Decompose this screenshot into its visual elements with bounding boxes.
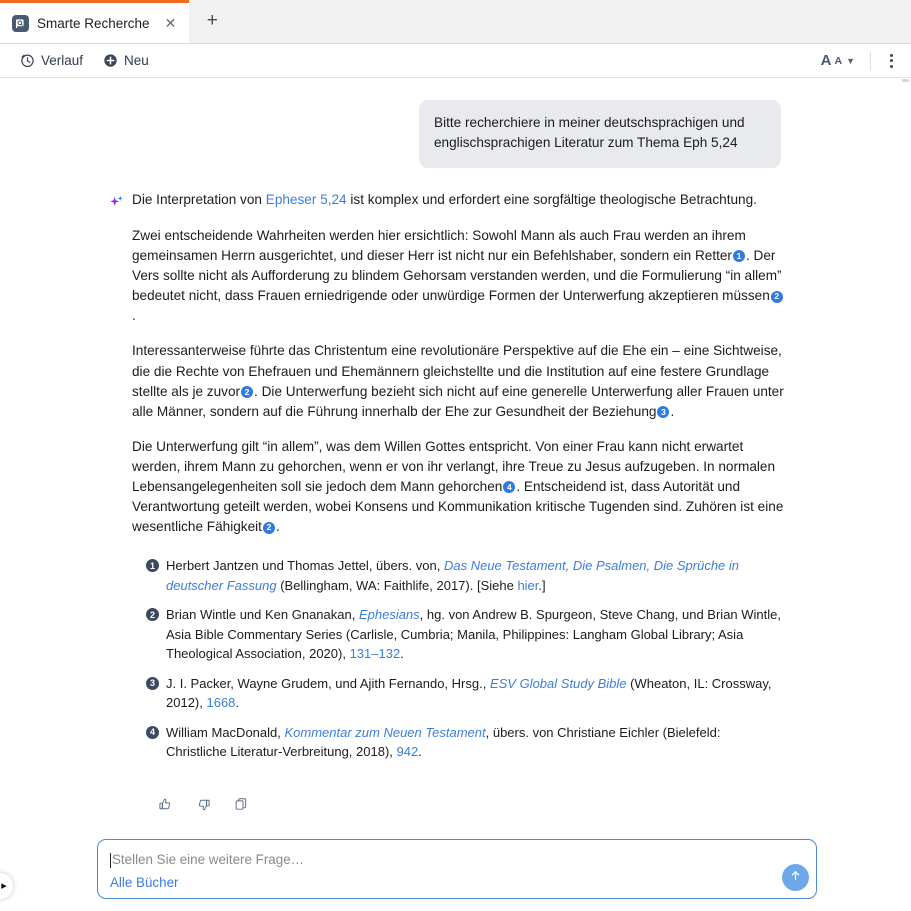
kebab-menu-icon[interactable] xyxy=(879,48,903,74)
logos-search-icon xyxy=(12,15,29,32)
citation-title-link[interactable]: Kommentar zum Neuen Testament xyxy=(284,724,486,740)
send-button[interactable] xyxy=(782,864,809,891)
assistant-paragraphs xyxy=(132,190,784,538)
text-run: , übers. von Christiane Eichler (Bielefeld: Christliche Literatur-Verbreitung, 2018), xyxy=(166,724,721,760)
citation-title-link[interactable]: Das Neue Testament, Die Psalmen, Die Sprüche in deutscher Fassung xyxy=(166,558,740,593)
conversation-pane xyxy=(0,78,911,911)
tab-title: Smarte Recherche xyxy=(37,15,150,31)
text-run: . xyxy=(418,744,422,760)
chevron-down-icon: ▼ xyxy=(846,55,855,66)
arrow-up-icon xyxy=(788,868,803,888)
assistant-paragraph xyxy=(132,341,784,421)
scrollbar-thumb[interactable] xyxy=(902,79,909,82)
text-run: , hg. von Andrew B. Spurgeon, Steve Chang, und Brian Wintle, Asia Bible Commentary Series (Carlisle, Cumbria; Manila, Philippines: Langham Global Library; Asia Theological Association, 2020), xyxy=(166,607,781,662)
text-run: . xyxy=(670,403,675,419)
text-run: Die Interpretation von xyxy=(132,191,266,207)
footnote-text xyxy=(166,556,784,595)
composer-box[interactable] xyxy=(97,839,817,899)
user-message-row xyxy=(0,78,883,168)
text-run: Zwei entscheidende Wahrheiten werden hier ersichtlich: Sowohl Mann als auch Frau werden an ihrem gemeinsamen Herrn ausgerichtet, und dieser Herr ist nicht nur ein Befehlshaber, sondern ein Retter xyxy=(132,227,746,263)
footnote-list xyxy=(132,556,784,762)
sparkle-icon xyxy=(108,194,126,212)
citation-badge[interactable]: 4 xyxy=(503,481,515,493)
conversation-thread xyxy=(0,78,911,816)
thumbs-up-icon[interactable] xyxy=(154,794,176,816)
copy-icon[interactable] xyxy=(230,794,252,816)
new-tab-button[interactable]: + xyxy=(206,10,218,31)
footnote-item xyxy=(146,556,784,595)
thumbs-down-icon[interactable] xyxy=(192,794,214,816)
footnote-text xyxy=(166,723,784,762)
text-run: Herbert Jantzen und Thomas Jettel, übers. von, xyxy=(166,558,444,574)
text-run: . Entscheidend ist, dass Autorität und Verantwortung geteilt werden, wobei Konsens und Kommunikation kritische Tugenden sind. Zuhören ist eine wesentliche Fähigkeit xyxy=(132,479,784,535)
footnote-badge[interactable]: 4 xyxy=(146,726,159,739)
text-run: . xyxy=(400,646,404,662)
composer-placeholder[interactable]: Stellen Sie eine weitere Frage… xyxy=(112,852,305,867)
inline-link[interactable]: 1668 xyxy=(206,695,236,711)
text-run: . Der Vers sollte nicht als Aufforderung zu blindem Gehorsam verstanden werden, und die Formulierung “in allem” bedeutet nicht, dass Frauen erniedrigende oder unwürdige Formen der Unterwerfung akzeptieren müssen xyxy=(132,248,782,304)
kebab-dot xyxy=(890,54,893,57)
text-run: J. I. Packer, Wayne Grudem, und Ajith Fernando, Hrsg., xyxy=(166,675,490,691)
assistant-body xyxy=(108,190,784,816)
font-size-button[interactable] xyxy=(814,49,862,72)
text-run: . Die Unterwerfung bezieht sich nicht auf eine generelle Unterwerfung aller Frauen unter alle Männer, sondern auf die Führung innerhalb der Ehe zur Gesundheit der Beziehung xyxy=(132,383,784,419)
footnote-text xyxy=(166,674,784,713)
footnote-badge[interactable]: 2 xyxy=(146,608,159,621)
kebab-dot xyxy=(890,65,893,68)
inline-link[interactable]: hier xyxy=(517,577,539,593)
left-panel-toggle[interactable] xyxy=(0,873,13,899)
new-chat-button[interactable] xyxy=(95,50,157,71)
citation-title-link[interactable]: Ephesians xyxy=(358,607,420,623)
kebab-dot xyxy=(890,59,893,62)
assistant-paragraph xyxy=(132,190,784,210)
history-label: Verlauf xyxy=(41,53,84,68)
inline-link[interactable]: Epheser 5,24 xyxy=(265,191,347,207)
browser-tab-bar xyxy=(0,0,911,44)
assistant-message xyxy=(0,168,883,816)
chevron-right-icon: ▸ xyxy=(1,879,7,892)
footnote-item xyxy=(146,605,784,664)
text-run: Brian Wintle und Ken Gnanakan, xyxy=(166,607,359,623)
citation-badge[interactable]: 2 xyxy=(771,291,783,303)
clock-history-icon xyxy=(20,53,35,68)
font-size-large-glyph: A xyxy=(820,52,832,69)
footnote-text xyxy=(166,605,784,664)
assistant-paragraph xyxy=(132,226,784,327)
text-run: ist komplex und erfordert eine sorgfältige theologische Betrachtung. xyxy=(346,191,757,207)
inline-link[interactable]: 131–132 xyxy=(349,646,401,662)
font-size-small-glyph: A xyxy=(834,54,843,67)
toolbar-right-group xyxy=(814,48,903,74)
text-run: (Wheaton, IL: Crossway, 2012), xyxy=(166,675,772,711)
text-run: .] xyxy=(538,577,546,593)
footnote-badge[interactable]: 3 xyxy=(146,677,159,690)
plus-circle-icon xyxy=(103,53,118,68)
message-actions xyxy=(132,772,784,816)
user-message-bubble: Bitte recherchiere in meiner deutschsprachigen und englischsprachigen Literatur zum Thema Eph 5,24 xyxy=(419,100,781,168)
footnote-item xyxy=(146,674,784,713)
text-run: . xyxy=(275,519,280,535)
scope-selector[interactable]: Alle Bücher xyxy=(110,875,179,890)
citation-badge[interactable]: 3 xyxy=(657,406,669,418)
tab-smarte-recherche[interactable] xyxy=(0,0,189,43)
toolbar-divider xyxy=(870,52,871,70)
text-run: . xyxy=(235,695,240,711)
text-run: Die Unterwerfung gilt “in allem”, was dem Willen Gottes entspricht. Von einer Frau kann nicht erwartet werden, ihrem Mann zu gehorchen, wenn er von ihr verlangt, ihre Treue zu Jesus aufzugeben. In normalen Lebensangelegenheiten soll sie jedoch dem Mann gehorchen xyxy=(132,438,776,495)
app-toolbar xyxy=(0,44,911,78)
text-run: (Bellingham, WA: Faithlife, 2017). [Siehe xyxy=(276,577,518,593)
citation-badge[interactable]: 1 xyxy=(733,250,745,262)
citation-badge[interactable]: 2 xyxy=(263,522,275,534)
text-run: William MacDonald, xyxy=(166,724,285,740)
close-icon[interactable]: ✕ xyxy=(164,15,177,31)
history-button[interactable] xyxy=(12,50,91,71)
footnote-badge[interactable]: 1 xyxy=(146,559,159,572)
citation-title-link[interactable]: ESV Global Study Bible xyxy=(489,675,627,691)
text-run: Interessanterweise führte das Christentum eine revolutionäre Perspektive auf die Ehe ein – eine Sichtweise, die die Rechte von Ehefrauen und Ehemännern gleichstellte und die Institution auf eine festere Grundlage stellte als je zuvor xyxy=(132,343,782,399)
inline-link[interactable]: 942 xyxy=(396,744,419,760)
text-run: . xyxy=(132,308,136,324)
assistant-paragraph xyxy=(132,437,784,538)
vertical-scrollbar[interactable] xyxy=(900,78,911,911)
citation-badge[interactable]: 2 xyxy=(241,386,253,398)
composer-area xyxy=(97,839,817,899)
footnote-item xyxy=(146,723,784,762)
new-chat-label: Neu xyxy=(124,53,149,68)
